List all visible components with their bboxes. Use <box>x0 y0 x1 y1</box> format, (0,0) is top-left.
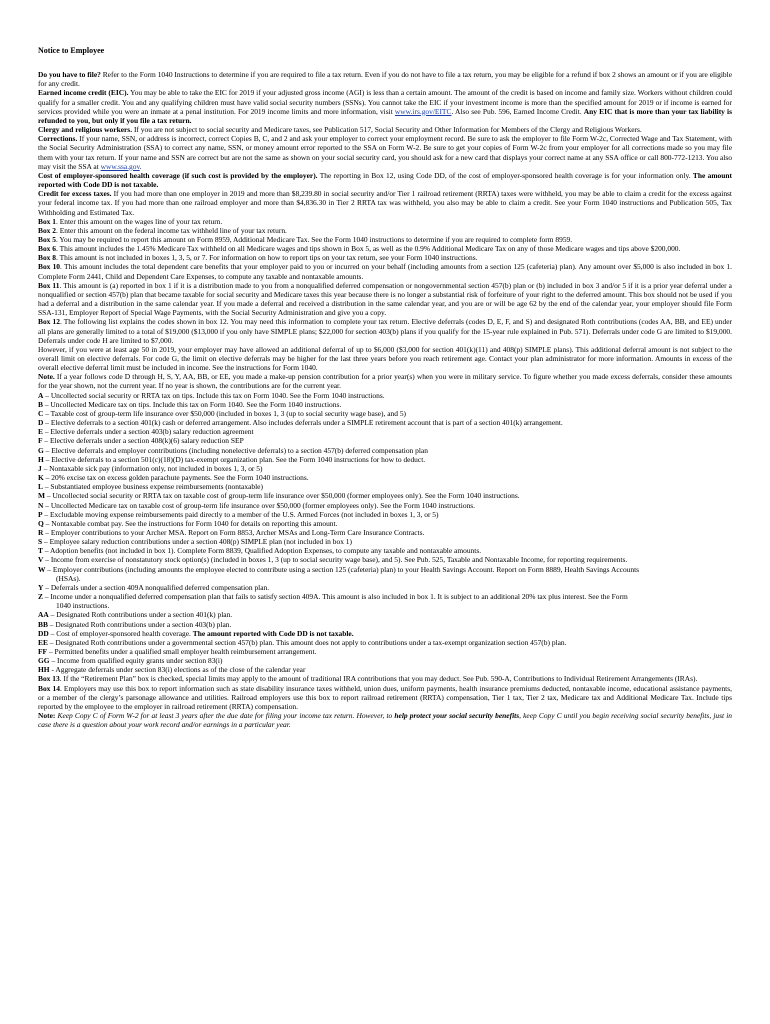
clergy-section <box>38 125 732 134</box>
code-item <box>38 510 732 519</box>
box-text: . This amount includes the 1.45% Medicare Tax withheld on all Medicare wages and tips shown in Box 5, as well as the 0.9% Additional Medicare Tax on any of those Medicare wages and tips above $200,000. <box>55 244 681 254</box>
box-heading: Box 13 <box>38 674 60 684</box>
box-12-extra: However, if you were at least age 50 in 2019, your employer may have allowed an additional deferral of up to $6,000 ($3,000 for section 401(k)(11) and 408(p) SIMPLE plans). This additional deferral amount is not subject to the overall limit on elective deferrals. For code G, the limit on elective deferrals may be higher for the last three years before you reach retirement age. Contact your plan administrator for more information. Amounts in excess of the overall elective deferral limit must be included in income. See the instructions for Form 1040. <box>38 344 732 373</box>
code-text: – Employer contributions (including amounts the employee elected to contribute using a section 125 (cafeteria) plan) to your Health Savings Account. Report on Form 8889, Health Savings Accounts <box>45 564 640 574</box>
ssa-link[interactable]: www.ssa.gov <box>100 161 140 171</box>
code-text: – 20% excise tax on excess golden parachute payments. See the Form 1040 instructions. <box>43 473 309 483</box>
box-text: . This amount includes the total dependent care benefits that your employer paid to you or incurred on your behalf (including amounts from a section 125 (cafeteria) plan). Any amount over $5,000 is also included in box 1. Complete Form 2441, Child and Dependent Care Expenses, to compute any taxable and nontaxable amounts. <box>38 262 732 281</box>
code-item <box>38 555 732 564</box>
code-label: M <box>38 491 46 501</box>
box-heading: Box 2 <box>38 225 56 235</box>
code-text: – Designated Roth contributions under a section 401(k) plan. <box>48 610 233 620</box>
code-item <box>38 391 732 400</box>
box-12-section <box>38 317 732 344</box>
note-heading: Note. <box>38 372 55 382</box>
code-label: AA <box>38 610 49 620</box>
code-label: G <box>38 445 44 455</box>
code-text: – Permitted benefits under a qualified small employer health reimbursement arrangement. <box>47 647 317 656</box>
final-note-heading: Note: <box>38 711 56 721</box>
code-text: – Taxable cost of group-term life insurance over $50,000 (included in boxes 1, 3 (up to social security wage base), and 5) <box>43 408 407 418</box>
cost-coverage-section <box>38 171 732 189</box>
code-item <box>38 638 732 647</box>
code-label: HH <box>38 665 50 675</box>
code-label: D <box>38 418 44 428</box>
section-heading: Do you have to file? <box>38 70 101 80</box>
code-item <box>38 665 732 674</box>
box-1-section <box>38 217 732 226</box>
box-13-section <box>38 674 732 683</box>
code-label: N <box>38 500 44 510</box>
final-note <box>38 711 732 729</box>
code-text: – Substantiated employee business expense reimbursements (nontaxable) <box>42 482 263 492</box>
code-label: EE <box>38 637 48 647</box>
section-heading: Earned income credit (EIC). <box>38 88 129 98</box>
code-item <box>38 400 732 409</box>
box-14-section <box>38 684 732 711</box>
section-bold-text: Any EIC that is more than your tax liability is refunded to you, but only if you file a tax return. <box>38 106 732 125</box>
code-item <box>38 501 732 510</box>
code-item <box>38 592 732 610</box>
code-label: BB <box>38 619 48 629</box>
code-text: - Aggregate deferrals under section 83(i) elections as of the close of the calendar year <box>49 665 306 675</box>
box-text: . This amount is (a) reported in box 1 if it is a distribution made to you from a nonqualified deferred compensation or nongovernmental section 457(b) plan or (b) included in box 3 and/or 5 if it is a prior year deferral under a nonqualified or section 457(b) plan that became taxable for social security and Medicare taxes this year because there is no longer a substantial risk of forfeiture of your right to the deferred amount. This box should not be used if you had a deferral and a distribution in the same calendar year. If you made a deferral and received a distribution in the same calendar year, and you are or will be age 62 by the end of the calendar year, your employer should file Form SSA-131, Employer Report of Special Wage Payments, with the Social Security Administration and give you a copy. <box>38 280 732 318</box>
eitc-link[interactable]: www.irs.gov/EITC <box>394 106 452 116</box>
code-text: – Excludable moving expense reimbursements paid directly to a member of the U.S. Armed Forces (not included in boxes 1, 3, or 5) <box>42 509 439 519</box>
box-text: . You may be required to report this amount on Form 8959, Additional Medicare Tax. See the Form 1040 instructions to determine if you are required to complete form 8959. <box>55 234 573 244</box>
final-note-text: , keep Copy C until you begin receiving social security benefits, just in case there is a question about your work record and/or earnings in a particular year. <box>38 711 732 730</box>
code-item <box>38 482 732 491</box>
code-item <box>38 464 732 473</box>
code-text: – Employee salary reduction contributions under a section 408(p) SIMPLE plan (not included in box 1) <box>42 537 352 547</box>
code-label: P <box>38 509 43 519</box>
code-label: FF <box>38 647 48 656</box>
code-label: Y <box>38 582 44 592</box>
code-label: Q <box>38 518 44 528</box>
code-item <box>38 446 732 455</box>
note-section <box>38 372 732 390</box>
code-text: – Elective deferrals to a section 401(k) cash or deferred arrangement. Also includes deferrals under a SIMPLE retirement account that is part of a section 401(k) arrangement. <box>43 418 563 428</box>
code-item <box>38 537 732 546</box>
code-text: – Elective deferrals under a section 403(b) salary reduction agreement <box>42 427 254 437</box>
box-text: . The following list explains the codes shown in box 12. You may need this information to complete your tax return. Elective deferrals (codes D, E, F, and S) and designated Roth contributions (codes AA, BB, and EE) under all plans are generally limited to a total of $19,000 ($13,000 if you only have SIMPLE plans; $22,000 for section 403(b) plans if you qualify for the 15-year rule explained in Pub. 571). Deferrals under code G are limited to $19,000. Deferrals under code H are limited to $7,000. <box>38 317 732 345</box>
code-text: – Elective deferrals and employer contributions (including nonelective deferrals) to a section 457(b) deferred compensation plan <box>43 445 428 455</box>
code-label: A <box>38 390 44 400</box>
code-label: C <box>38 408 44 418</box>
code-label: Z <box>38 592 43 602</box>
box-6-section <box>38 244 732 253</box>
code-item <box>38 546 732 555</box>
code-item <box>38 647 732 656</box>
code-text: – Uncollected Medicare tax on tips. Include this tax on Form 1040. See the Form 1040 instructions. <box>42 399 342 409</box>
code-text: – Uncollected Medicare tax on taxable cost of group-term life insurance over $50,000 (former employees only). See the Form 1040 instructions. <box>43 500 476 510</box>
code-label: L <box>38 482 43 492</box>
section-heading: Cost of employer-sponsored health coverage (if such cost is provided by the employer). <box>38 170 318 180</box>
code-text: – Elective deferrals to a section 501(c)(18)(D) tax-exempt organization plan. See the Form 1040 instructions for how to deduct. <box>43 454 426 464</box>
code-text: – Uncollected social security or RRTA tax on taxable cost of group-term life insurance over $50,000 (former employees only). See the Form 1040 instructions. <box>45 491 520 501</box>
box-12-codes-list <box>38 391 732 675</box>
code-label: J <box>38 463 42 473</box>
code-bold-text: The amount reported with Code DD is not taxable. <box>192 628 354 638</box>
code-label: T <box>38 546 43 556</box>
code-text: – Deferrals under a section 409A nonqualified deferred compensation plan. <box>43 582 270 592</box>
code-text-continued: 1040 instructions. <box>56 601 110 611</box>
code-item <box>38 583 732 592</box>
code-label: DD <box>38 628 49 638</box>
code-text: – Designated Roth contributions under a governmental section 457(b) plan. This amount does not apply to contributions under a tax-exempt organization section 457(b) plan. <box>47 637 567 647</box>
section-text: If your name, SSN, or address is incorrect, correct Copies B, C, and 2 and ask your employer to correct your employment record. Be sure to ask the employer to file Form W-2c, Corrected Wage and Tax Statement, with the Social Security Administration (SSA) to correct any name, SSN, or money amount error reported to the SSA on Form W-2. Be sure to get your copies of Form W-2c from your employer for all corrections made so you may file them with your tax return. If your name and SSN are correct but are not the same as shown on your social security card, you should ask for a new card that displays your correct name at any SSA office or call 800-772-1213. You also may visit the SSA at <box>38 134 732 171</box>
box-10-section <box>38 262 732 280</box>
code-label: F <box>38 436 43 446</box>
code-item <box>38 427 732 436</box>
section-text: The reporting in Box 12, using Code DD, of the cost of employer-sponsored health coverage is for your information only. <box>317 170 693 180</box>
box-heading: Box 11 <box>38 280 60 290</box>
code-label: H <box>38 454 44 464</box>
code-text-continued: (HSAs). <box>56 573 81 583</box>
code-text: – Income from qualified equity grants under section 83(i) <box>49 656 223 666</box>
note-text: If a year follows code D through H, S, Y, AA, BB, or EE, you made a make-up pension contribution for a prior year(s) when you were in military service. To figure whether you made excess deferrals, consider these amounts for the year shown, not the current year. If no year is shown, the contributions are for the current year. <box>38 372 732 391</box>
box-heading: Box 10 <box>38 262 61 272</box>
code-label: V <box>38 555 44 565</box>
box-2-section <box>38 226 732 235</box>
code-label: W <box>38 564 46 574</box>
section-heading: Credit for excess taxes. <box>38 189 112 199</box>
box-heading: Box 12 <box>38 317 60 327</box>
code-item <box>38 620 732 629</box>
box-text: . This amount is not included in boxes 1, 3, 5, or 7. For information on how to report tips on your tax return, see your Form 1040 instructions. <box>55 253 478 263</box>
section-text: . Also see Pub. 596, Earned Income Credit. <box>451 106 584 116</box>
code-label: S <box>38 537 43 547</box>
code-text: – Designated Roth contributions under a section 403(b) plan. <box>47 619 232 629</box>
box-5-section <box>38 235 732 244</box>
code-item <box>38 610 732 619</box>
code-item <box>38 519 732 528</box>
section-text: If you are not subject to social security and Medicare taxes, see Publication 517, Social Security and Other Information for Members of the Clergy and Religious Workers. <box>132 125 642 135</box>
excess-taxes-section <box>38 189 732 216</box>
code-label: E <box>38 427 43 437</box>
code-text: – Elective deferrals under a section 408(k)(6) salary reduction SEP <box>42 436 244 446</box>
section-bold-text: The amount reported with Code DD is not taxable. <box>38 170 732 190</box>
page-title: Notice to Employee <box>38 46 105 55</box>
code-text: – Employer contributions to your Archer MSA. Report on Form 8853, Archer MSAs and Long-Term Care Insurance Contracts. <box>43 527 425 537</box>
code-item <box>38 409 732 418</box>
section-text: Refer to the Form 1040 Instructions to determine if you are required to file a tax return. Even if you do not have to file a tax return, you may be eligible for a refund if box 2 shows an amount or if you are eligible for any credit. <box>38 70 732 89</box>
box-heading: Box 14 <box>38 683 60 693</box>
code-text: – Nontaxable combat pay. See the instructions for Form 1040 for details on reporting this amount. <box>43 518 338 528</box>
section-heading: Clergy and religious workers. <box>38 125 133 135</box>
box-heading: Box 8 <box>38 253 56 263</box>
box-heading: Box 6 <box>38 244 56 254</box>
code-item <box>38 656 732 665</box>
do-you-have-to-file-section <box>38 70 732 88</box>
box-text: . If the “Retirement Plan” box is checked, special limits may apply to the amount of traditional IRA contributions that you may deduct. See Pub. 590-A, Contributions to Individual Retirement Arrangements (IRAs). <box>59 674 698 684</box>
code-label: R <box>38 527 44 537</box>
box-text: . Enter this amount on the federal income tax withheld line of your tax return. <box>55 225 287 235</box>
code-item <box>38 455 732 464</box>
final-note-bold-text: help protect your social security benefits <box>394 711 520 721</box>
code-item <box>38 436 732 445</box>
section-heading: Corrections. <box>38 134 78 144</box>
code-label: B <box>38 399 43 409</box>
eic-section <box>38 88 732 125</box>
code-text: – Adoption benefits (not included in box 1). Complete Form 8839, Qualified Adoption Expenses, to compute any taxable and nontaxable amounts. <box>42 546 482 556</box>
code-item <box>38 491 732 500</box>
code-item <box>38 473 732 482</box>
code-item <box>38 565 732 583</box>
box-11-section <box>38 281 732 318</box>
box-text: . Employers may use this box to report information such as state disability insurance taxes withheld, union dues, uniform payments, health insurance premiums deducted, nontaxable income, educational assistance payments, or a member of the clergy’s parsonage allowance and utilities. Railroad employers use this box to report railroad retirement (RRTA) compensation, Tier 1 tax, Tier 2 tax, Medicare tax and Additional Medicare Tax. Include tips reported by the employee to the employer in railroad retirement (RRTA) compensation. <box>38 683 732 711</box>
section-text: . <box>139 161 142 171</box>
section-text: You may be able to take the EIC for 2019 if your adjusted gross income (AGI) is less than a certain amount. The amount of the credit is based on income and family size. Workers without children could qualify for a smaller credit. You and any qualifying children must have valid social security numbers (SSNs). You cannot take the EIC if your investment income is more than the specified amount for 2019 or if income is earned for services provided while you were an inmate at a penal institution. For 2019 income limits and more information, visit <box>38 88 732 116</box>
code-text: – Cost of employer-sponsored health coverage. <box>48 628 193 638</box>
box-text: . Enter this amount on the wages line of your tax return. <box>55 216 223 226</box>
section-text: If you had more than one employer in 2019 and more than $8,239.80 in social security and/or Tier 1 railroad retirement (RRTA) taxes were withheld, you may be able to claim a credit for the excess against your federal income tax. If you had more than one railroad employer and more than $4,836.30 in Tier 2 RRTA tax was withheld, you also may be able to claim a credit. See your Form 1040 instructions and Publication 505, Tax Withholding and Estimated Tax. <box>38 189 732 217</box>
code-text: – Uncollected social security or RRTA tax on tips. Include this tax on Form 1040. See the Form 1040 instructions. <box>43 390 385 400</box>
final-note-text: Keep Copy C of Form W-2 for at least 3 years after the due date for filing your income tax return. However, to <box>55 711 395 721</box>
box-8-section <box>38 253 732 262</box>
corrections-section <box>38 134 732 171</box>
code-text: – Nontaxable sick pay (information only, not included in boxes 1, 3, or 5) <box>41 463 263 473</box>
box-heading: Box 1 <box>38 216 56 226</box>
code-label: GG <box>38 656 50 666</box>
box-heading: Box 5 <box>38 234 56 244</box>
code-text: – Income under a nonqualified deferred compensation plan that fails to satisfy section 409A. This amount is also included in box 1. It is subject to an additional 20% tax plus interest. See the Form <box>42 592 628 602</box>
code-text: – Income from exercise of nonstatutory stock option(s) (included in boxes 1, 3 (up to social security wage base), and 5). See Pub. 525, Taxable and Nontaxable Income, for reporting requirements. <box>43 555 628 565</box>
code-item <box>38 528 732 537</box>
code-item <box>38 629 732 638</box>
code-label: K <box>38 473 44 483</box>
code-item <box>38 418 732 427</box>
